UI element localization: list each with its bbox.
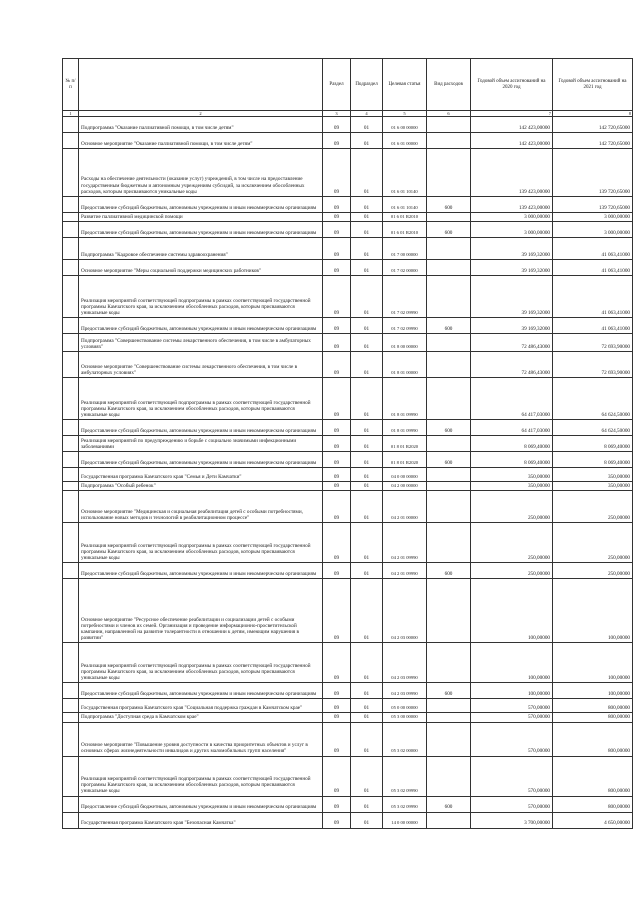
row-target-code-cell: 01 8 01 09990 [383, 378, 427, 420]
row-num-cell [63, 482, 79, 491]
row-value-2020-cell: 250,00000 [471, 563, 553, 579]
row-target-code-cell: 04 2 03 09990 [383, 683, 427, 699]
num-cell: 4 [351, 111, 383, 117]
table-row [63, 378, 633, 420]
row-section-cell: 09 [323, 713, 351, 722]
row-value-2021-cell: 800,00000 [553, 699, 633, 713]
header-num: № п/п [63, 59, 79, 111]
row-name-cell: Подпрограмма "Совершенствование системы лекарственного обеспечения, в том числе в амбулаторных условиях" [79, 334, 323, 352]
row-subsection-cell: 01 [351, 149, 383, 197]
row-name-cell: Основное мероприятие "Ресурсное обеспечение реабилитации и социализации детей с особыми потребностями и членов их семей. Организация и проведение информационно-просветительской кампании, направленной на развитие толерантности в отношении к детям, имеющим нарушения в развитии" [79, 579, 323, 643]
row-value-2021-cell: 41 063,41000 [553, 318, 633, 334]
row-target-code-cell: 01 6 00 00000 [383, 117, 427, 133]
row-value-2020-cell: 139 423,00000 [471, 149, 553, 197]
row-target-code-cell: 01 6 01 R2010 [383, 213, 427, 222]
row-target-code-cell: 04 2 01 00000 [383, 491, 427, 523]
row-exptype-cell [427, 643, 471, 683]
row-section-cell: 09 [323, 563, 351, 579]
row-subsection-cell: 01 [351, 756, 383, 796]
row-num-cell [63, 238, 79, 260]
header-subsection: Подраздел [351, 59, 383, 111]
row-target-code-cell: 01 6 01 R2010 [383, 222, 427, 238]
num-cell: 3 [323, 111, 351, 117]
row-target-code-cell: 01 8 01 00000 [383, 352, 427, 378]
row-section-cell: 09 [323, 722, 351, 756]
row-subsection-cell: 01 [351, 713, 383, 722]
table-row [63, 436, 633, 452]
row-section-cell: 09 [323, 436, 351, 452]
table-row [63, 149, 633, 197]
row-exptype-cell [427, 523, 471, 563]
row-num-cell [63, 117, 79, 133]
row-name-cell: Основное мероприятие "Совершенствование системы лекарственного обеспечения, в том числе в амбулаторных условиях" [79, 352, 323, 378]
row-target-code-cell: 04 0 00 00000 [383, 468, 427, 482]
row-exptype-cell [427, 756, 471, 796]
row-name-cell: Государственная программа Камчатского края "Семья и Дети Камчатки" [79, 468, 323, 482]
row-name-cell: Реализация мероприятий соответствующей подпрограммы в рамках соответствующей государственной программы Камчатского края, за исключением обособленных расходов, которым присваиваются уникальные коды [79, 523, 323, 563]
num-cell: 1 [63, 111, 79, 117]
row-num-cell [63, 699, 79, 713]
row-section-cell: 09 [323, 149, 351, 197]
table-row [63, 643, 633, 683]
row-num-cell [63, 260, 79, 276]
row-name-cell: Предоставление субсидий бюджетным, автономным учреждениям и иным некоммерческим организациям [79, 452, 323, 468]
row-num-cell [63, 222, 79, 238]
row-subsection-cell: 01 [351, 352, 383, 378]
row-value-2020-cell: 350,00000 [471, 468, 553, 482]
row-num-cell [63, 149, 79, 197]
row-subsection-cell: 01 [351, 722, 383, 756]
row-target-code-cell: 04 2 01 09990 [383, 523, 427, 563]
row-value-2021-cell: 142 720,65000 [553, 117, 633, 133]
row-exptype-cell [427, 468, 471, 482]
row-subsection-cell: 01 [351, 222, 383, 238]
row-subsection-cell: 01 [351, 491, 383, 523]
row-subsection-cell: 01 [351, 276, 383, 318]
row-exptype-cell [427, 491, 471, 523]
row-subsection-cell: 01 [351, 563, 383, 579]
row-target-code-cell: 01 6 01 10140 [383, 149, 427, 197]
row-subsection-cell: 01 [351, 796, 383, 812]
row-exptype-cell [427, 579, 471, 643]
row-value-2021-cell: 250,00000 [553, 523, 633, 563]
table-row [63, 276, 633, 318]
row-value-2020-cell: 570,00000 [471, 722, 553, 756]
table-row [63, 133, 633, 149]
row-section-cell: 09 [323, 117, 351, 133]
row-target-code-cell: 01 6 01 10140 [383, 197, 427, 213]
header-exptype: Вид расходов [427, 59, 471, 111]
budget-table [62, 58, 633, 829]
row-value-2021-cell: 8 069,40000 [553, 452, 633, 468]
row-target-code-cell: 04 2 03 00000 [383, 579, 427, 643]
row-exptype-cell [427, 260, 471, 276]
row-value-2021-cell: 41 063,41000 [553, 276, 633, 318]
row-target-code-cell: 01 7 00 00000 [383, 238, 427, 260]
row-value-2021-cell: 4 650,00000 [553, 812, 633, 828]
row-exptype-cell [427, 117, 471, 133]
row-value-2020-cell: 250,00000 [471, 491, 553, 523]
row-num-cell [63, 796, 79, 812]
row-exptype-cell [427, 352, 471, 378]
row-target-code-cell: 04 2 00 00000 [383, 482, 427, 491]
header-2021: Годовой объем ассигнований на 2021 год [553, 59, 633, 111]
table-row [63, 482, 633, 491]
row-name-cell: Предоставление субсидий бюджетным, автономным учреждениям и иным некоммерческим организациям [79, 197, 323, 213]
row-value-2021-cell: 3 000,00000 [553, 222, 633, 238]
row-section-cell: 09 [323, 643, 351, 683]
row-value-2020-cell: 72 486,43000 [471, 352, 553, 378]
table-row [63, 722, 633, 756]
row-exptype-cell: 600 [427, 420, 471, 436]
row-value-2020-cell: 39 169,32000 [471, 238, 553, 260]
row-value-2021-cell: 800,00000 [553, 756, 633, 796]
row-subsection-cell: 01 [351, 643, 383, 683]
row-section-cell: 09 [323, 812, 351, 828]
row-section-cell: 09 [323, 213, 351, 222]
row-target-code-cell: 01 8 01 R2020 [383, 436, 427, 452]
table-row [63, 452, 633, 468]
row-target-code-cell: 05 3 02 09990 [383, 796, 427, 812]
row-exptype-cell [427, 334, 471, 352]
row-value-2021-cell: 250,00000 [553, 491, 633, 523]
row-exptype-cell: 600 [427, 563, 471, 579]
row-value-2021-cell: 100,00000 [553, 643, 633, 683]
row-subsection-cell: 01 [351, 238, 383, 260]
row-num-cell [63, 756, 79, 796]
row-value-2020-cell: 139 423,00000 [471, 197, 553, 213]
table-row [63, 713, 633, 722]
row-value-2020-cell: 72 486,43000 [471, 334, 553, 352]
row-num-cell [63, 334, 79, 352]
row-name-cell: Подпрограмма "Особый ребенок" [79, 482, 323, 491]
row-section-cell: 09 [323, 420, 351, 436]
header-name [79, 59, 323, 111]
row-num-cell [63, 452, 79, 468]
row-exptype-cell [427, 238, 471, 260]
row-value-2020-cell: 64 417,03000 [471, 420, 553, 436]
row-num-cell [63, 352, 79, 378]
row-value-2021-cell: 72 693,90000 [553, 352, 633, 378]
row-value-2021-cell: 350,00000 [553, 468, 633, 482]
row-value-2021-cell: 139 720,65000 [553, 149, 633, 197]
row-exptype-cell [427, 149, 471, 197]
row-exptype-cell [427, 713, 471, 722]
row-name-cell: Реализация мероприятий соответствующей подпрограммы в рамках соответствующей государственной программы Камчатского края, за исключением обособленных расходов, которым присваиваются уникальные коды [79, 378, 323, 420]
row-subsection-cell: 01 [351, 197, 383, 213]
table-row [63, 117, 633, 133]
row-name-cell: Подпрограмма "Оказание паллиативной помощи, в том числе детям" [79, 117, 323, 133]
row-target-code-cell: 01 7 02 09990 [383, 318, 427, 334]
row-target-code-cell: 04 2 01 09990 [383, 563, 427, 579]
row-target-code-cell: 04 2 03 09990 [383, 643, 427, 683]
row-num-cell [63, 420, 79, 436]
row-name-cell: Развитие паллиативной медицинской помощи [79, 213, 323, 222]
row-value-2021-cell: 41 063,41000 [553, 260, 633, 276]
row-section-cell: 09 [323, 197, 351, 213]
row-subsection-cell: 01 [351, 133, 383, 149]
row-value-2021-cell: 100,00000 [553, 683, 633, 699]
row-target-code-cell: 05 3 02 00000 [383, 722, 427, 756]
row-subsection-cell: 01 [351, 260, 383, 276]
row-exptype-cell [427, 378, 471, 420]
row-exptype-cell: 600 [427, 452, 471, 468]
row-num-cell [63, 276, 79, 318]
row-name-cell: Подпрограмма "Кадровое обеспечение системы здравоохранения" [79, 238, 323, 260]
row-value-2020-cell: 142 423,00000 [471, 133, 553, 149]
row-section-cell: 09 [323, 683, 351, 699]
row-num-cell [63, 378, 79, 420]
row-value-2021-cell: 250,00000 [553, 563, 633, 579]
row-section-cell: 09 [323, 318, 351, 334]
row-section-cell: 09 [323, 238, 351, 260]
row-target-code-cell: 05 3 00 00000 [383, 713, 427, 722]
row-num-cell [63, 523, 79, 563]
row-exptype-cell [427, 133, 471, 149]
row-subsection-cell: 01 [351, 318, 383, 334]
row-name-cell: Реализация мероприятий соответствующей подпрограммы в рамках соответствующей государственной программы Камчатского края, за исключением обособленных расходов, которым присваиваются уникальные коды [79, 643, 323, 683]
row-value-2020-cell: 39 169,32000 [471, 276, 553, 318]
row-subsection-cell: 01 [351, 213, 383, 222]
row-num-cell [63, 713, 79, 722]
table-row [63, 352, 633, 378]
row-subsection-cell: 01 [351, 683, 383, 699]
row-value-2020-cell: 100,00000 [471, 579, 553, 643]
row-num-cell [63, 563, 79, 579]
row-name-cell: Основное мероприятие "Оказание паллиативной помощи, в том числе детям" [79, 133, 323, 149]
row-value-2021-cell: 800,00000 [553, 722, 633, 756]
row-num-cell [63, 133, 79, 149]
row-target-code-cell: 05 0 00 00000 [383, 699, 427, 713]
row-target-code-cell: 14 0 00 00000 [383, 812, 427, 828]
row-section-cell: 09 [323, 260, 351, 276]
row-subsection-cell: 01 [351, 117, 383, 133]
row-subsection-cell: 01 [351, 579, 383, 643]
row-num-cell [63, 491, 79, 523]
row-value-2021-cell: 350,00000 [553, 482, 633, 491]
row-value-2020-cell: 64 417,03000 [471, 378, 553, 420]
row-subsection-cell: 01 [351, 452, 383, 468]
row-section-cell: 09 [323, 756, 351, 796]
row-exptype-cell [427, 482, 471, 491]
row-exptype-cell [427, 722, 471, 756]
row-subsection-cell: 01 [351, 436, 383, 452]
row-num-cell [63, 468, 79, 482]
table-row [63, 238, 633, 260]
row-name-cell: Государственная программа Камчатского края "Социальная поддержка граждан в Камчатском крае" [79, 699, 323, 713]
row-section-cell: 09 [323, 378, 351, 420]
row-section-cell: 09 [323, 276, 351, 318]
table-row [63, 563, 633, 579]
row-exptype-cell: 600 [427, 318, 471, 334]
row-subsection-cell: 01 [351, 523, 383, 563]
row-name-cell: Подпрограмма "Доступная среда в Камчатском крае" [79, 713, 323, 722]
num-cell: 5 [383, 111, 427, 117]
row-value-2021-cell: 8 069,40000 [553, 436, 633, 452]
row-num-cell [63, 812, 79, 828]
table-row [63, 197, 633, 213]
row-section-cell: 09 [323, 482, 351, 491]
row-num-cell [63, 213, 79, 222]
row-exptype-cell: 600 [427, 683, 471, 699]
row-name-cell: Государственная программа Камчатского края "Безопасная Камчатка" [79, 812, 323, 828]
row-target-code-cell: 01 7 02 09990 [383, 276, 427, 318]
row-name-cell: Предоставление субсидий бюджетным, автономным учреждениям и иным некоммерческим организациям [79, 420, 323, 436]
table-row [63, 579, 633, 643]
table-row [63, 683, 633, 699]
row-section-cell: 09 [323, 579, 351, 643]
row-subsection-cell: 01 [351, 699, 383, 713]
row-value-2020-cell: 100,00000 [471, 643, 553, 683]
row-value-2020-cell: 3 700,00000 [471, 812, 553, 828]
row-subsection-cell: 01 [351, 334, 383, 352]
row-target-code-cell: 01 6 01 00000 [383, 133, 427, 149]
row-section-cell: 09 [323, 491, 351, 523]
num-cell: 6 [427, 111, 471, 117]
row-subsection-cell: 01 [351, 482, 383, 491]
row-value-2021-cell: 142 720,65000 [553, 133, 633, 149]
row-name-cell: Предоставление субсидий бюджетным, автономным учреждениям и иным некоммерческим организациям [79, 796, 323, 812]
row-value-2020-cell: 570,00000 [471, 699, 553, 713]
row-value-2020-cell: 39 169,32000 [471, 318, 553, 334]
row-value-2020-cell: 3 000,00000 [471, 222, 553, 238]
row-name-cell: Предоставление субсидий бюджетным, автономным учреждениям и иным некоммерческим организациям [79, 683, 323, 699]
row-value-2021-cell: 3 000,00000 [553, 213, 633, 222]
row-value-2021-cell: 800,00000 [553, 713, 633, 722]
row-value-2020-cell: 142 423,00000 [471, 117, 553, 133]
num-cell: 7 [471, 111, 553, 117]
table-row [63, 491, 633, 523]
row-subsection-cell: 01 [351, 468, 383, 482]
row-section-cell: 09 [323, 452, 351, 468]
row-target-code-cell: 01 8 00 00000 [383, 334, 427, 352]
row-section-cell: 09 [323, 133, 351, 149]
row-subsection-cell: 01 [351, 378, 383, 420]
table-row [63, 756, 633, 796]
row-section-cell: 09 [323, 468, 351, 482]
row-exptype-cell: 600 [427, 796, 471, 812]
num-cell: 8 [553, 111, 633, 117]
row-target-code-cell: 05 3 02 09990 [383, 756, 427, 796]
table-row [63, 699, 633, 713]
header-target: Целевая статья [383, 59, 427, 111]
row-name-cell: Предоставление субсидий бюджетным, автономным учреждениям и иным некоммерческим организациям [79, 563, 323, 579]
table-row [63, 796, 633, 812]
row-value-2020-cell: 3 000,00000 [471, 213, 553, 222]
row-target-code-cell: 01 7 02 00000 [383, 260, 427, 276]
row-value-2020-cell: 570,00000 [471, 796, 553, 812]
header-section: Раздел [323, 59, 351, 111]
row-value-2020-cell: 8 069,40000 [471, 452, 553, 468]
row-name-cell: Предоставление субсидий бюджетным, автономным учреждениям и иным некоммерческим организациям [79, 318, 323, 334]
row-num-cell [63, 722, 79, 756]
row-value-2020-cell: 39 169,32000 [471, 260, 553, 276]
row-section-cell: 09 [323, 699, 351, 713]
row-exptype-cell [427, 436, 471, 452]
row-target-code-cell: 01 8 01 R2020 [383, 452, 427, 468]
table-row [63, 523, 633, 563]
table-row [63, 812, 633, 828]
table-row [63, 222, 633, 238]
row-value-2020-cell: 570,00000 [471, 756, 553, 796]
row-value-2021-cell: 64 624,50000 [553, 420, 633, 436]
row-exptype-cell [427, 699, 471, 713]
row-name-cell: Реализация мероприятий соответствующей подпрограммы в рамках соответствующей государственной программы Камчатского края, за исключением обособленных расходов, которым присваиваются уникальные коды [79, 276, 323, 318]
table-row [63, 318, 633, 334]
row-name-cell: Основное мероприятие "Меры социальной поддержки медицинских работников" [79, 260, 323, 276]
row-num-cell [63, 197, 79, 213]
row-subsection-cell: 01 [351, 812, 383, 828]
table-row [63, 213, 633, 222]
row-section-cell: 09 [323, 352, 351, 378]
row-name-cell: Реализация мероприятий по предупреждению и борьбе с социально значимыми инфекционными заболеваниями [79, 436, 323, 452]
row-value-2020-cell: 100,00000 [471, 683, 553, 699]
row-target-code-cell: 01 8 01 09990 [383, 420, 427, 436]
row-value-2021-cell: 139 720,65000 [553, 197, 633, 213]
table-row [63, 260, 633, 276]
row-exptype-cell [427, 812, 471, 828]
row-value-2021-cell: 100,00000 [553, 579, 633, 643]
row-section-cell: 09 [323, 796, 351, 812]
row-section-cell: 09 [323, 222, 351, 238]
table-row [63, 334, 633, 352]
row-value-2021-cell: 41 063,41000 [553, 238, 633, 260]
row-num-cell [63, 683, 79, 699]
row-subsection-cell: 01 [351, 420, 383, 436]
table-row [63, 420, 633, 436]
header-row [63, 59, 633, 111]
row-name-cell: Расходы на обеспечение деятельности (оказание услуг) учреждений, в том числе на предоставление государственным бюджетным и автономным учреждениям субсидий, за исключением обособленных расходов, которым присваиваются уникальные коды [79, 149, 323, 197]
row-exptype-cell [427, 276, 471, 318]
row-value-2020-cell: 570,00000 [471, 713, 553, 722]
row-value-2021-cell: 72 693,90000 [553, 334, 633, 352]
row-value-2020-cell: 8 069,40000 [471, 436, 553, 452]
row-num-cell [63, 579, 79, 643]
row-name-cell: Предоставление субсидий бюджетным, автономным учреждениям и иным некоммерческим организациям [79, 222, 323, 238]
row-value-2020-cell: 250,00000 [471, 523, 553, 563]
row-name-cell: Реализация мероприятий соответствующей подпрограммы в рамках соответствующей государственной программы Камчатского края, за исключением обособленных расходов, которым присваиваются уникальные коды [79, 756, 323, 796]
row-name-cell: Основное мероприятие "Медицинская и социальная реабилитация детей с особыми потребностями, использование новых методов и технологий в реабилитационном процессе" [79, 491, 323, 523]
row-name-cell: Основное мероприятие "Повышение уровня доступности в качества приоритетных объектов и услуг в основных сферах жизнедеятельности инвалидов и других маломобильных групп населения" [79, 722, 323, 756]
row-value-2020-cell: 350,00000 [471, 482, 553, 491]
row-exptype-cell: 600 [427, 222, 471, 238]
row-num-cell [63, 436, 79, 452]
num-cell: 2 [79, 111, 323, 117]
row-section-cell: 09 [323, 523, 351, 563]
table-row [63, 468, 633, 482]
row-value-2021-cell: 800,00000 [553, 796, 633, 812]
row-num-cell [63, 318, 79, 334]
row-num-cell [63, 643, 79, 683]
row-exptype-cell: 600 [427, 197, 471, 213]
row-value-2021-cell: 64 624,50000 [553, 378, 633, 420]
row-section-cell: 09 [323, 334, 351, 352]
header-2020: Годовой объем ассигнований на 2020 год [471, 59, 553, 111]
row-exptype-cell [427, 213, 471, 222]
